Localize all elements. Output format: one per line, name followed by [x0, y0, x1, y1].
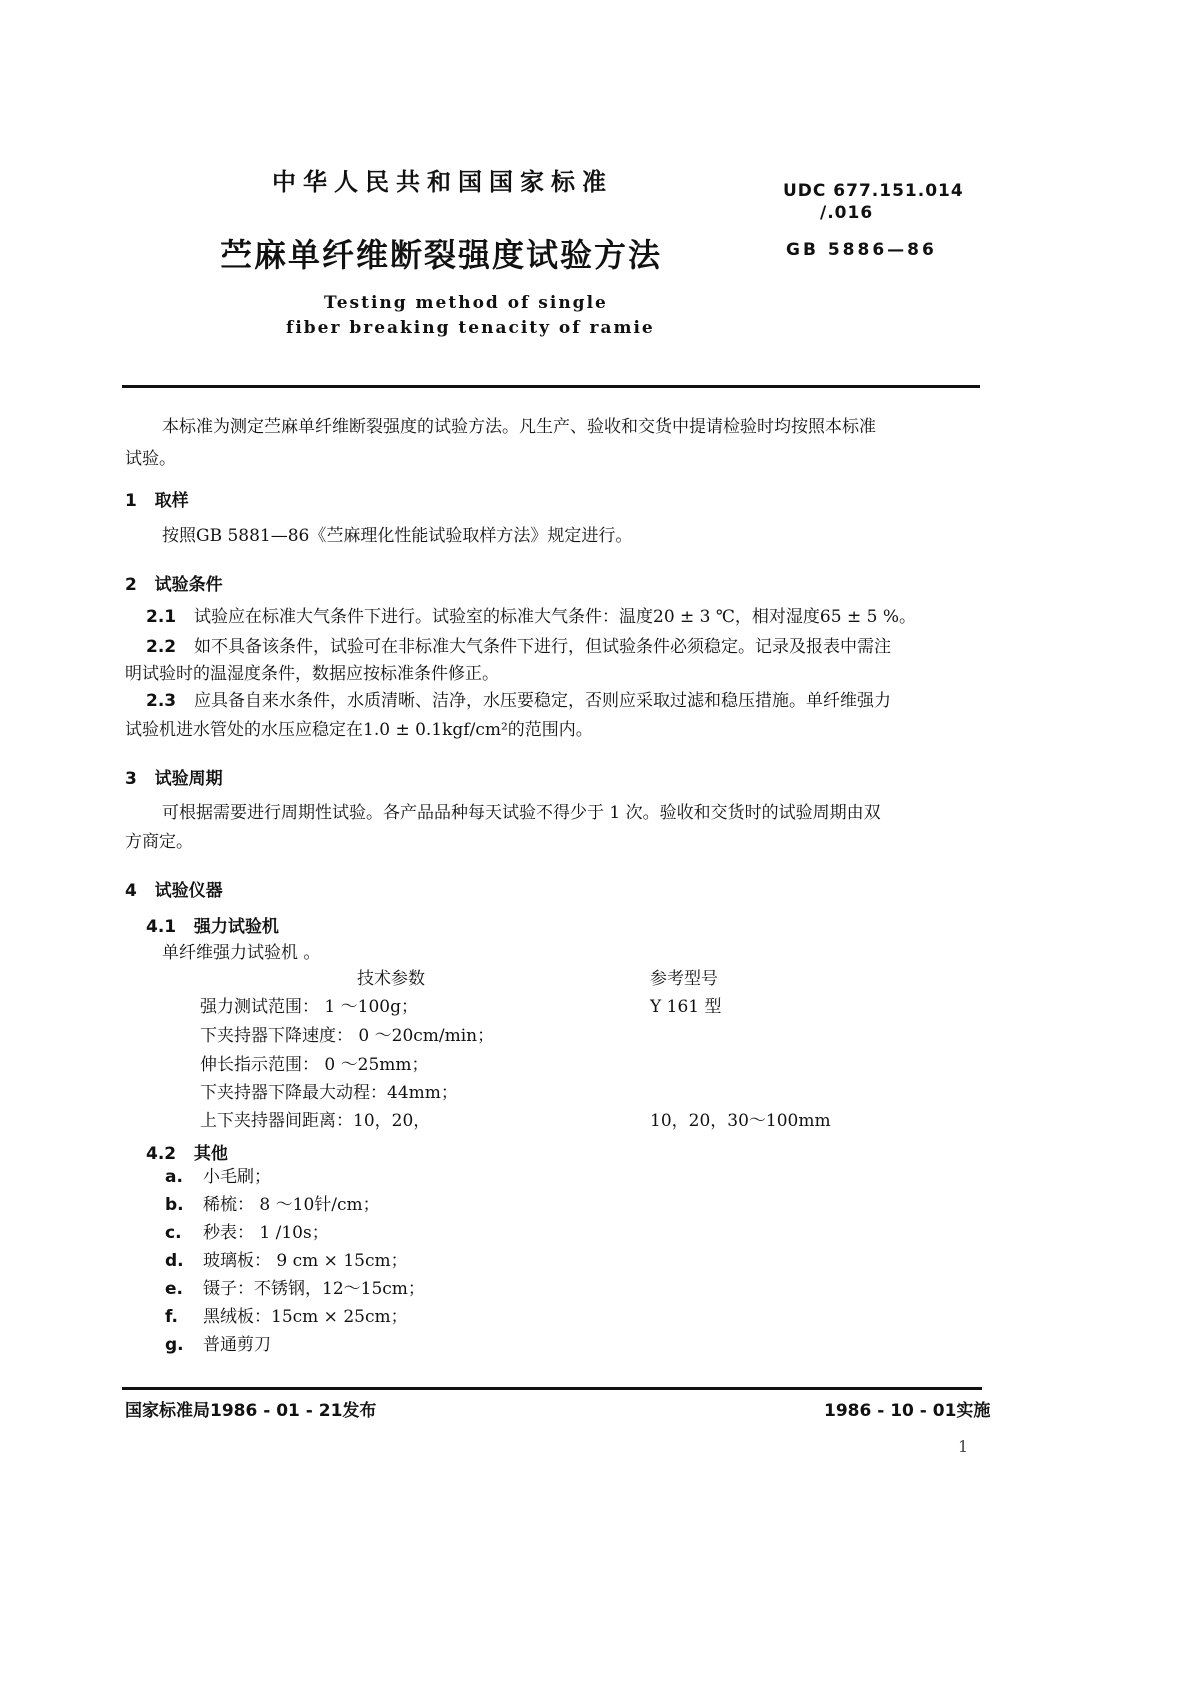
clause-2-1-text: 试验应在标准大气条件下进行。试验室的标准大气条件：温度20 ± 3 ℃，相对湿度65 ± 5 %。 [194, 607, 916, 627]
list-item-label: g. [165, 1335, 184, 1355]
param-clamp-distance: 上下夹持器间距离：10，20， [200, 1111, 431, 1131]
clause-2-1 [146, 600, 916, 634]
clause-2-3-line-1: 应具备自来水条件，水质清晰、洁净，水压要稳定，否则应采取过滤和稳压措施。单纤维强力 [194, 691, 891, 711]
list-item-text: 黑绒板：15cm × 25cm； [203, 1307, 408, 1327]
header-divider [122, 385, 980, 388]
clause-2-2-line-2: 明试验时的温湿度条件，数据应按标准条件修正。 [125, 664, 499, 684]
param-force-range: 强力测试范围： 1 ～100g； [200, 997, 418, 1017]
english-title-line-1: Testing method of single [324, 293, 608, 313]
section-1-heading [125, 486, 189, 511]
list-item-text: 小毛刷； [203, 1167, 271, 1187]
param-max-travel: 下夹持器下降最大动程：44mm； [200, 1083, 458, 1103]
reference-model: Y 161 型 [650, 997, 722, 1017]
section-2-number: 2 [125, 575, 137, 595]
page-number: 1 [958, 1437, 969, 1456]
subsection-4-1-title: 强力试验机 [193, 917, 279, 937]
section-3-title: 试验周期 [154, 769, 223, 789]
english-title-line-2: fiber breaking tenacity of ramie [286, 318, 655, 338]
intro-line-1: 本标准为测定苎麻单纤维断裂强度的试验方法。凡生产、验收和交货中提请检验时均按照本标准 [162, 417, 876, 437]
udc-line-2: /.016 [820, 203, 874, 223]
list-item-text: 普通剪刀 [203, 1335, 271, 1355]
effective-date: 1986 - 10 - 01实施 [824, 1401, 991, 1421]
list-item-label: a. [165, 1167, 183, 1187]
section-2-heading [125, 570, 223, 595]
model-column-heading: 参考型号 [650, 969, 718, 989]
list-item-text: 稀梳： 8 ～10针/cm； [203, 1195, 380, 1215]
issue-date: 国家标准局1986 - 01 - 21发布 [125, 1401, 377, 1421]
document-title: 苎麻单纤维断裂强度试验方法 [220, 236, 663, 274]
list-item-text: 玻璃板： 9 cm × 15cm； [203, 1251, 408, 1271]
params-column-heading: 技术参数 [357, 969, 425, 989]
clause-2-2-number: 2.2 [146, 637, 177, 657]
list-item-label: f. [165, 1307, 178, 1327]
section-1-text: 按照GB 5881—86《苎麻理化性能试验取样方法》规定进行。 [162, 526, 633, 546]
section-4-heading [125, 876, 223, 901]
section-4-title: 试验仪器 [154, 881, 223, 901]
intro-line-2: 试验。 [125, 449, 176, 469]
footer-divider [122, 1387, 982, 1390]
clause-2-1-number: 2.1 [146, 607, 177, 627]
section-3-line-1: 可根据需要进行周期性试验。各产品品种每天试验不得少于 1 次。验收和交货时的试验周期由双 [162, 803, 881, 823]
list-item-text: 镊子：不锈钢，12～15cm； [203, 1279, 425, 1299]
section-2-title: 试验条件 [154, 575, 223, 595]
section-1-number: 1 [125, 491, 137, 511]
list-item-label: c. [165, 1223, 182, 1243]
machine-name: 单纤维强力试验机 。 [162, 943, 321, 963]
clause-2-3-line-2: 试验机进水管处的水压应稳定在1.0 ± 0.1kgf/cm²的范围内。 [125, 720, 593, 740]
subsection-4-1-number: 4.1 [146, 917, 177, 937]
subsection-4-1-heading [146, 912, 279, 937]
section-1-title: 取样 [154, 491, 189, 511]
subsection-4-2-number: 4.2 [146, 1144, 177, 1164]
clause-2-3-number: 2.3 [146, 691, 177, 711]
section-3-heading [125, 764, 223, 789]
section-4-number: 4 [125, 881, 137, 901]
national-standard-heading: 中华人民共和国国家标准 [272, 168, 613, 196]
clause-2-2-line-1: 如不具备该条件，试验可在非标准大气条件下进行，但试验条件必须稳定。记录及报表中需注 [194, 637, 891, 657]
section-3-number: 3 [125, 769, 137, 789]
list-item-label: d. [165, 1251, 184, 1271]
list-item-label: b. [165, 1195, 184, 1215]
list-item [165, 1328, 271, 1362]
list-item-label: e. [165, 1279, 183, 1299]
section-3-line-2: 方商定。 [125, 832, 193, 852]
model-clamp-distance: 10，20，30～100mm [650, 1111, 831, 1131]
param-lower-clamp-speed: 下夹持器下降速度： 0 ～20cm/min； [200, 1026, 495, 1046]
subsection-4-2-title: 其他 [193, 1144, 228, 1164]
gb-number: GB 5886—86 [786, 240, 937, 260]
param-elongation-range: 伸长指示范围： 0 ～25mm； [200, 1055, 429, 1075]
list-item-text: 秒表： 1 /10s； [203, 1223, 329, 1243]
udc-line-1: UDC 677.151.014 [783, 181, 964, 201]
